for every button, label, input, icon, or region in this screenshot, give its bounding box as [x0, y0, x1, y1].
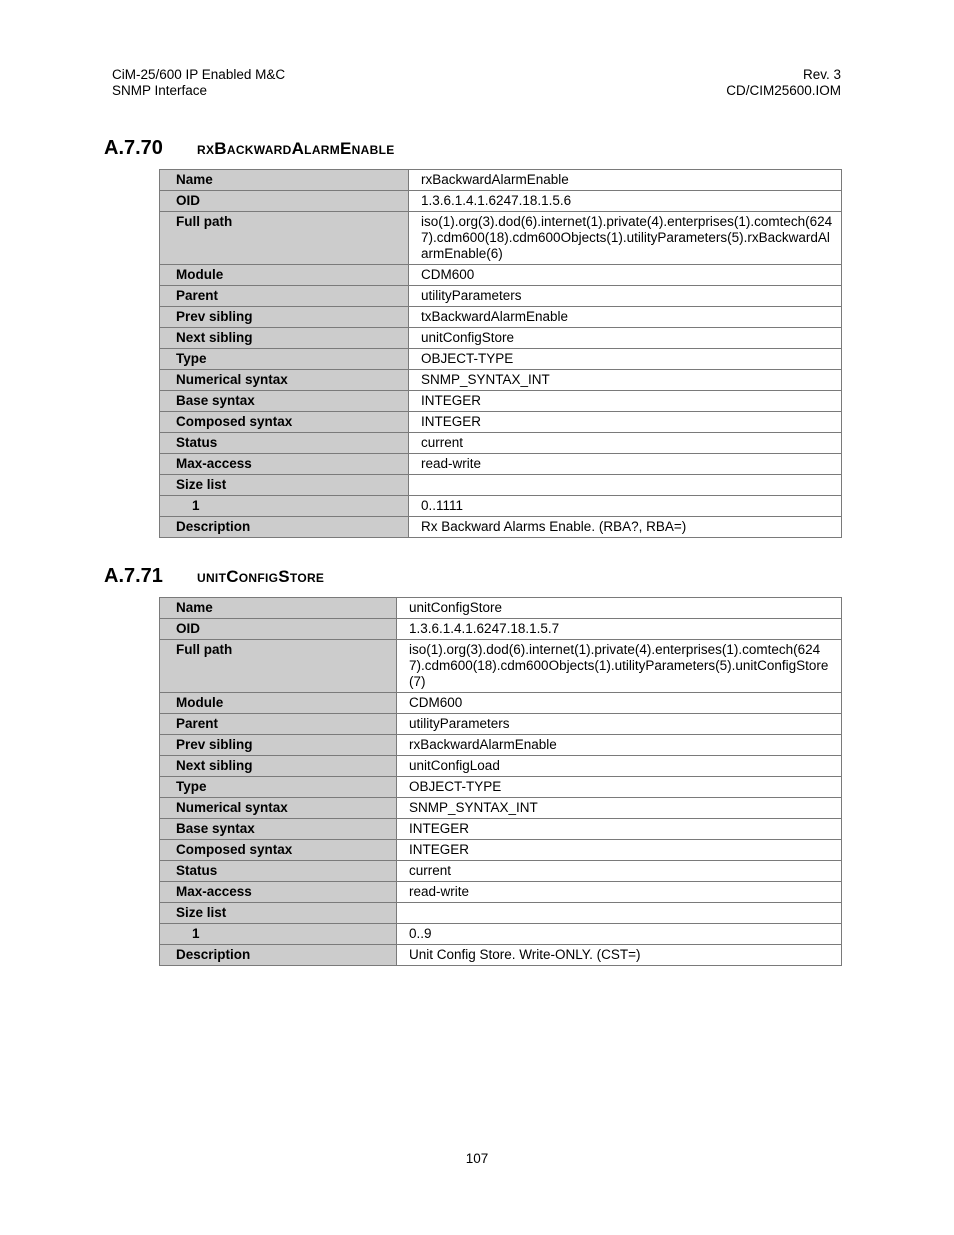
row-value: unitConfigStore	[409, 328, 842, 349]
mib-table-body	[160, 170, 842, 538]
row-label: Prev sibling	[160, 735, 397, 756]
row-label: 1	[160, 924, 397, 945]
table-row	[160, 777, 842, 798]
table-row	[160, 170, 842, 191]
row-label: Next sibling	[160, 756, 397, 777]
mib-table-rxbackwardalarmenable	[159, 169, 842, 538]
row-value: read-write	[409, 454, 842, 475]
header-doc-id: CD/CIM25600.IOM	[726, 83, 841, 98]
row-label: Module	[160, 265, 409, 286]
row-label: Description	[160, 945, 397, 966]
row-label: Description	[160, 517, 409, 538]
row-label: OID	[160, 619, 397, 640]
table-row	[160, 433, 842, 454]
table-row	[160, 212, 842, 265]
row-label: Parent	[160, 714, 397, 735]
row-value: utilityParameters	[397, 714, 842, 735]
header-right	[726, 67, 841, 99]
row-label: Status	[160, 433, 409, 454]
table-row	[160, 619, 842, 640]
row-label: Composed syntax	[160, 412, 409, 433]
row-value	[397, 903, 842, 924]
table-row	[160, 391, 842, 412]
header-subtitle: SNMP Interface	[112, 83, 208, 98]
table-row	[160, 693, 842, 714]
row-value: iso(1).org(3).dod(6).internet(1).private(4).enterprises(1).comtech(6247).cdm600(18).cdm600Objects(1).utilityParameters(5).rxBackwardAlarmEnable(6)	[409, 212, 842, 265]
table-row	[160, 924, 842, 945]
row-label: Size list	[160, 475, 409, 496]
row-value: OBJECT-TYPE	[409, 349, 842, 370]
table-row	[160, 882, 842, 903]
row-label: Base syntax	[160, 391, 409, 412]
row-value: CDM600	[397, 693, 842, 714]
row-value: rxBackwardAlarmEnable	[397, 735, 842, 756]
mib-table-unitconfigstore	[159, 597, 842, 966]
row-value: read-write	[397, 882, 842, 903]
row-value: INTEGER	[397, 819, 842, 840]
table-row	[160, 265, 842, 286]
table-row	[160, 640, 842, 693]
table-row	[160, 945, 842, 966]
row-label: Type	[160, 349, 409, 370]
table-row	[160, 861, 842, 882]
row-value: unitConfigStore	[397, 598, 842, 619]
table-row	[160, 496, 842, 517]
row-value: INTEGER	[409, 412, 842, 433]
page-number: 107	[465, 1151, 489, 1166]
section-name: rxBackwardAlarmEnable	[197, 139, 395, 158]
row-label: Numerical syntax	[160, 798, 397, 819]
section-heading-a770	[104, 136, 395, 161]
row-label: Type	[160, 777, 397, 798]
row-value: OBJECT-TYPE	[397, 777, 842, 798]
row-value: 0..9	[397, 924, 842, 945]
table-row	[160, 370, 842, 391]
row-label: Size list	[160, 903, 397, 924]
row-label: Prev sibling	[160, 307, 409, 328]
row-value: Rx Backward Alarms Enable. (RBA?, RBA=)	[409, 517, 842, 538]
table-row	[160, 454, 842, 475]
row-label: Numerical syntax	[160, 370, 409, 391]
row-value: iso(1).org(3).dod(6).internet(1).private(4).enterprises(1).comtech(6247).cdm600(18).cdm600Objects(1).utilityParameters(5).unitConfigStore(7)	[397, 640, 842, 693]
table-row	[160, 475, 842, 496]
row-value: txBackwardAlarmEnable	[409, 307, 842, 328]
table-row	[160, 714, 842, 735]
section-number: A.7.70	[104, 137, 163, 159]
row-label: Full path	[160, 640, 397, 693]
header-revision: Rev. 3	[802, 67, 841, 82]
row-value: utilityParameters	[409, 286, 842, 307]
table-row	[160, 840, 842, 861]
row-value: current	[409, 433, 842, 454]
header-product: CiM-25/600 IP Enabled M&C	[112, 67, 286, 82]
row-value: unitConfigLoad	[397, 756, 842, 777]
section-number: A.7.71	[104, 565, 163, 587]
table-row	[160, 307, 842, 328]
row-value: INTEGER	[397, 840, 842, 861]
row-value: 1.3.6.1.4.1.6247.18.1.5.6	[409, 191, 842, 212]
table-row	[160, 735, 842, 756]
table-row	[160, 191, 842, 212]
table-row	[160, 328, 842, 349]
table-row	[160, 798, 842, 819]
mib-table-body	[160, 598, 842, 966]
row-value: SNMP_SYNTAX_INT	[409, 370, 842, 391]
row-label: OID	[160, 191, 409, 212]
row-label: Composed syntax	[160, 840, 397, 861]
row-value: SNMP_SYNTAX_INT	[397, 798, 842, 819]
row-value	[409, 475, 842, 496]
row-label: Status	[160, 861, 397, 882]
row-value: INTEGER	[409, 391, 842, 412]
row-label: Name	[160, 170, 409, 191]
table-row	[160, 349, 842, 370]
section-name: unitConfigStore	[197, 567, 325, 586]
table-row	[160, 819, 842, 840]
row-value: rxBackwardAlarmEnable	[409, 170, 842, 191]
row-label: Module	[160, 693, 397, 714]
row-label: Base syntax	[160, 819, 397, 840]
row-label: Max-access	[160, 454, 409, 475]
header-left	[112, 67, 285, 99]
table-row	[160, 517, 842, 538]
row-value: current	[397, 861, 842, 882]
table-row	[160, 286, 842, 307]
row-value: Unit Config Store. Write-ONLY. (CST=)	[397, 945, 842, 966]
row-label: Next sibling	[160, 328, 409, 349]
row-value: CDM600	[409, 265, 842, 286]
row-label: Parent	[160, 286, 409, 307]
row-label: 1	[160, 496, 409, 517]
row-value: 0..1111	[409, 496, 842, 517]
table-row	[160, 412, 842, 433]
row-value: 1.3.6.1.4.1.6247.18.1.5.7	[397, 619, 842, 640]
table-row	[160, 903, 842, 924]
row-label: Name	[160, 598, 397, 619]
row-label: Max-access	[160, 882, 397, 903]
table-row	[160, 598, 842, 619]
section-heading-a771	[104, 564, 324, 589]
table-row	[160, 756, 842, 777]
row-label: Full path	[160, 212, 409, 265]
